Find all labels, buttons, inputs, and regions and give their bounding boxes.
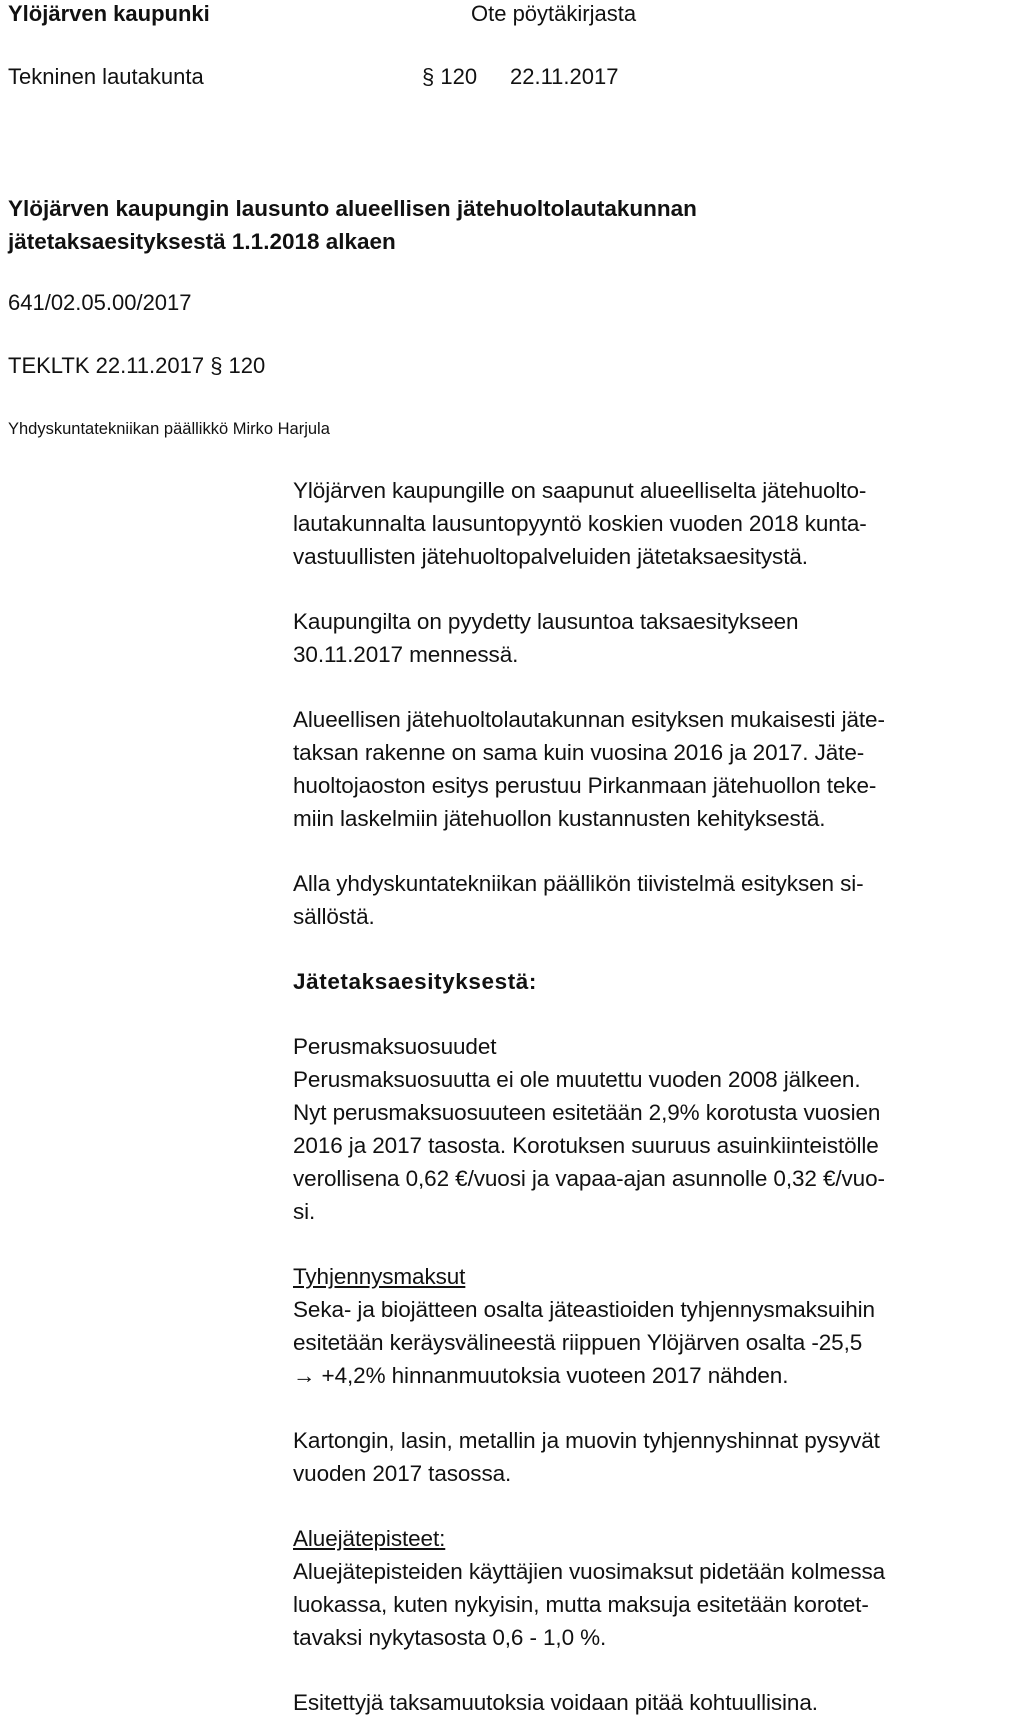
paragraph-regional-points — [293, 1522, 1018, 1654]
text-line: si. — [293, 1199, 316, 1224]
body-text — [293, 474, 1018, 1719]
text-line: Alueellisen jätehuoltolautakunnan esityksen mukaisesti jäte- — [293, 707, 885, 732]
text-line: Kaupungilta on pyydetty lausuntoa taksaesitykseen — [293, 609, 799, 634]
paragraph-request — [293, 474, 1018, 573]
document-type: Ote pöytäkirjasta — [471, 1, 637, 26]
case-number: 641/02.05.00/2017 — [8, 290, 192, 315]
text-line: lautakunnalta lausuntopyyntö koskien vuoden 2018 kunta- — [293, 511, 867, 536]
section-number: § 120 — [422, 64, 478, 89]
text-line: luokassa, kuten nykyisin, mutta maksuja esitetään korotet- — [293, 1592, 869, 1617]
text-line: tavaksi nykytasosta 0,6 - 1,0 %. — [293, 1625, 607, 1650]
document-title — [8, 192, 908, 258]
title-line: jätetaksaesityksestä 1.1.2018 alkaen — [8, 229, 396, 254]
text-line: 2016 ja 2017 tasosta. Korotuksen suuruus asuinkiinteistölle — [293, 1133, 879, 1158]
paragraph-basic-fees — [293, 1030, 1018, 1228]
text-line: Perusmaksuosuutta ei ole muutettu vuoden 2008 jälkeen. — [293, 1067, 861, 1092]
text-line: Seka- ja biojätteen osalta jäteastioiden tyhjennysmaksuihin — [293, 1297, 875, 1322]
paragraph-deadline — [293, 605, 1018, 671]
section-heading: Tyhjennysmaksut — [293, 1264, 466, 1289]
text-line: taksan rakenne on sama kuin vuosina 2016 ja 2017. Jäte- — [293, 740, 865, 765]
section-heading: Aluejätepisteet: — [293, 1526, 446, 1551]
paragraph-structure — [293, 703, 1018, 835]
meeting-date: 22.11.2017 — [510, 64, 619, 89]
text-line: 30.11.2017 mennessä. — [293, 642, 519, 667]
subheading: Jätetaksaesityksestä: — [293, 969, 538, 994]
text-line: Ylöjärven kaupungille on saapunut alueelliselta jätehuolto- — [293, 478, 867, 503]
meeting-reference: TEKLTK 22.11.2017 § 120 — [8, 353, 266, 378]
text-line: Kartongin, lasin, metallin ja muovin tyhjennyshinnat pysyvät — [293, 1428, 880, 1453]
paragraph-summary-intro — [293, 867, 1018, 933]
text-line: esitetään keräysvälineestä riippuen Ylöjärven osalta -25,5 — [293, 1330, 863, 1355]
text-line: verollisena 0,62 €/vuosi ja vapaa-ajan asunnolle 0,32 €/vuo- — [293, 1166, 885, 1191]
presenter: Yhdyskuntatekniikan päällikkö Mirko Harjula — [8, 420, 330, 438]
committee-name: Tekninen lautakunta — [8, 64, 204, 89]
paragraph-recyclables — [293, 1424, 1018, 1490]
text-line: vastuullisten jätehuoltopalveluiden jätetaksaesitystä. — [293, 544, 808, 569]
section-heading: Perusmaksuosuudet — [293, 1034, 497, 1059]
text-line: → +4,2% hinnanmuutoksia vuoteen 2017 nähden. — [293, 1363, 789, 1388]
text-line: vuoden 2017 tasossa. — [293, 1461, 512, 1486]
text-line: miin laskelmiin jätehuollon kustannusten kehityksestä. — [293, 806, 826, 831]
title-line: Ylöjärven kaupungin lausunto alueellisen jätehuoltolautakunnan — [8, 196, 697, 221]
text-line: sällöstä. — [293, 904, 375, 929]
text-line: huoltojaoston esitys perustuu Pirkanmaan jätehuollon teke- — [293, 773, 877, 798]
text-line: Aluejätepisteiden käyttäjien vuosimaksut pidetään kolmessa — [293, 1559, 886, 1584]
organization-name: Ylöjärven kaupunki — [8, 1, 210, 26]
paragraph-conclusion: Esitettyjä taksamuutoksia voidaan pitää kohtuullisina. — [293, 1690, 818, 1715]
text-line: Alla yhdyskuntatekniikan päällikön tiivistelmä esityksen si- — [293, 871, 864, 896]
text-line: Nyt perusmaksuosuuteen esitetään 2,9% korotusta vuosien — [293, 1100, 881, 1125]
paragraph-emptying-fees — [293, 1260, 1018, 1392]
